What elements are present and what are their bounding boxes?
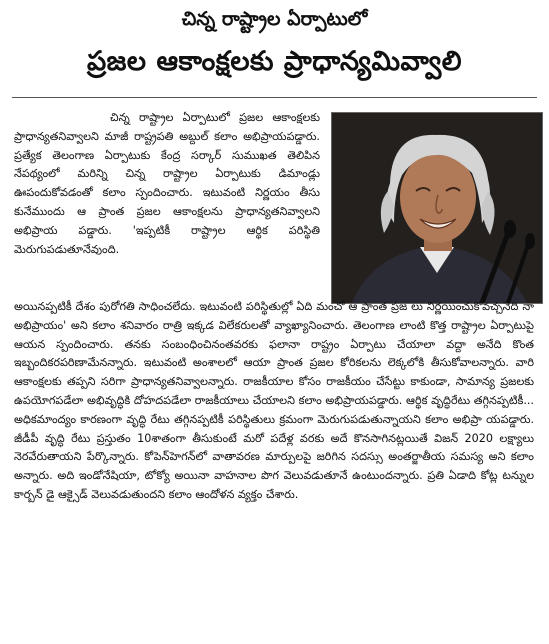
divider bbox=[12, 97, 537, 98]
article-body-top bbox=[14, 109, 320, 259]
article-body-top-text: చిన్న రాష్ట్రాల ఏర్పాటులో ప్రజల ఆకాంక్షలకు ప్రాధాన్యతనివ్వాలని మాజీ రాష్ట్రపతి అబ్దుల్ కలాం అభిప్రాయపడ్డారు. ప్రత్యేక తెలంగాణ ఏర్పాటుకు కేంద్ర సర్కార్ సుముఖత తెలిపిన నేపథ్యంలో మరిన్ని చిన్న రాష్ట్రాల ఏర్పాటుకు డిమాండ్లు ఊపందుకోవడంతో కలాం స్పందించారు. ఇటువంటి నిర్ణయం తీసు కునేముందు ఆ ప్రాంత ప్రజల ఆకాంక్షలను ప్రాధాన్యతనివ్వాలని అభిప్రాయ పడ్డారు. 'ఇప్పటికీ రాష్ట్రాల ఆర్థిక పరిస్థితి మెరుగుపడుతూనేవుంది. bbox=[14, 111, 320, 256]
article-headline: ప్రజల ఆకాంక్షలకు ప్రాధాన్యమివ్వాలి bbox=[86, 46, 463, 77]
kalam-photo bbox=[331, 112, 543, 304]
article-kicker: చిన్న రాష్ట్రాల ఏర్పాటులో bbox=[181, 8, 368, 30]
article-body-rest-text: అయినప్పటికీ దేశం పురోగతి సాధించలేదు. ఇటువంటి పరిస్థితుల్లో ఏది మంచో ఆ ప్రాంత ప్రజ లు నిర్ణయించుకోవచ్చనేది నా అభిప్రాయం' అని కలాం శనివారం రాత్రి ఇక్కడ విలేకరులతో వ్యాఖ్యానించారు. తెలంగాణ లాంటి కొత్త రాష్ట్రాల ఏర్పాటుపై ఆయన స్పందించారు. తనకు సంబంధించినంతవరకు ఫలానా రాష్ట్రం ఏర్పాటు చేయాలా వద్దా అనేది కొంత ఇబ్బందికరపరిణామేనన్నారు. ఇటువంటి అంశాలలో ఆయా ప్రాంత ప్రజల కోరికలను లెక్కలోకి తీసుకోవాలన్నారు. వారి ఆకాంక్షలకు తప్పని సరిగా ప్రాధాన్యతనివ్వాలన్నారు. రాజకీయాల కోసం రాజకీయం చేసేట్టు కాకుండా, సామాన్య ప్రజలకు ఉపయోగపడేలా అభివృద్ధికి దోహదపడేలా రాజకీయాలు చేయాలని కలాం అభిప్రాయపడ్డారు. ఆర్థిక వృద్ధిరేటు తగ్గినప్పటికీ... అధికమాంద్యం కారణంగా వృద్ధి రేటు తగ్గినప్పటికీ పరిస్థితులు క్రమంగా మెరుగుపడుతున్నాయని కలాం అభిప్రా యపడ్డారు. జీడీపీ వృద్ధి రేటు ప్రస్తుతం 10శాతంగా తీసుకుంటే మరో పదేళ్ల వరకు అదే కొనసాగినట్లయితే విజన్ 2020 లక్ష్యాలు నెరవేరుతాయని పేర్కొన్నారు. కోపెన్‌హెగన్‌లో వాతావరణ మార్పులపై జరిగిన సదస్సు అంతర్జాతీయ సమస్య అని కలాం అన్నారు. అది ఇండోనేషియా, టోక్యో అయినా వాహనాల పొగ వెలువడుతూనే ఉంటుందన్నారు. ప్రతి ఏడాది కోట్ల టన్నుల కార్బన్ డై ఆక్సైడ్ వెలువడుతుందని కలాం ఆందోళన వ్యక్తం చేశారు. bbox=[14, 300, 534, 501]
article-body-rest bbox=[14, 298, 534, 505]
